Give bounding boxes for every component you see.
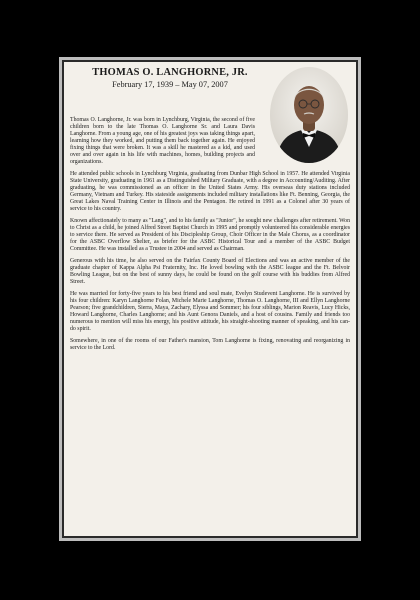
paragraph-education-military: He attended public schools in Lynchburg Virginia, graduating from Dunbar High School in 1957. He attended Virginia State University, graduating in 1961 as a Distinguished Military Graduate, with a degree in Accounting/Auditing. After graduating, he was commissioned as an officer in the United States Army. His overseas duty stations included Germany, Vietnam and Turkey. His stateside assignments included military installations like Ft. Benning, Georgia, the Great Lakes Naval Training Center in Illinois and the Pentagon. He retired in 1991 as a Colonel after 30 years of service to his country.: [70, 171, 350, 212]
paragraph-church-service: Known affectionately to many as "Lang", and to his family as "Junior", he sought new challenges after retirement. Won to Christ as a child, he joined Alfred Street Baptist Church in 1995 and promptly volunteered his considerable energies to service there. He served as President of his Discipleship Group, Choir Officer in the Male Chorus, as a coordinator for the ASBC Overflow Shelter, as briefer for the ASBC Historical Tour and a member of the ASBC Budget Committee. He was installed as a Trustee in 2004 and served as Chairman.: [70, 218, 350, 252]
life-dates: February 17, 1939 – May 07, 2007: [112, 80, 228, 89]
obituary-frame: [59, 57, 361, 541]
paragraph-community: Generous with his time, he also served on the Fairfax County Board of Elections and was an active member of the graduate chapter of Kappa Alpha Psi Fraternity, Inc. He loved bowling with the ASBC league and the Ft. Belvoir Bowling League, but on the best of sunny days, he could be found on the golf course with his buddies from Alfred Street.: [70, 258, 350, 285]
portrait-photo: [270, 67, 348, 163]
obituary-page: [62, 60, 358, 538]
page-title: THOMAS O. LANGHORNE, JR.: [92, 67, 248, 78]
header: [70, 67, 270, 117]
portrait-illustration: [270, 67, 348, 163]
paragraph-family: He was married for forty-five years to his best friend and soul mate, Evelyn Studevent Langhorne. He is survived by his four children: Karyn Langhorne Folan, Michele Marie Langhorne, Thomas O. Langhorne, III and Ellyn Langhorne Pearson; five grandchildren, Sierra, Maya, Zachary, Elyssa and Sommer; his four siblings, Marion Reavis, Lucy Hicks, Howard Langhorne, Charles Langhorne; and his Aunt Genora Daniels, and a host of cousins. Family and friends too numerous to mention will miss his energy, his positive attitude, his straight-shooting manner of speaking, and his can-do spirit.: [70, 291, 350, 332]
paragraph-closing: Somewhere, in one of the rooms of our Father's mansion, Tom Langhorne is fixing, renovating and reorganizing in service to the Lord.: [70, 338, 350, 351]
paragraph-early-life: Thomas O. Langhorne, Jr. was born in Lynchburg, Virginia, the second of five children born to the late Thomas O. Langhorne Sr. and Laura Davis Langhorne. From a young age, one of his greatest joys was taking things apart, learning how they worked, and putting them back together again. He enjoyed fixing things that were broken. It was a skill he mastered as a kid, and used over and over again in his life with machines, homes, building projects and organizations.: [70, 117, 255, 165]
